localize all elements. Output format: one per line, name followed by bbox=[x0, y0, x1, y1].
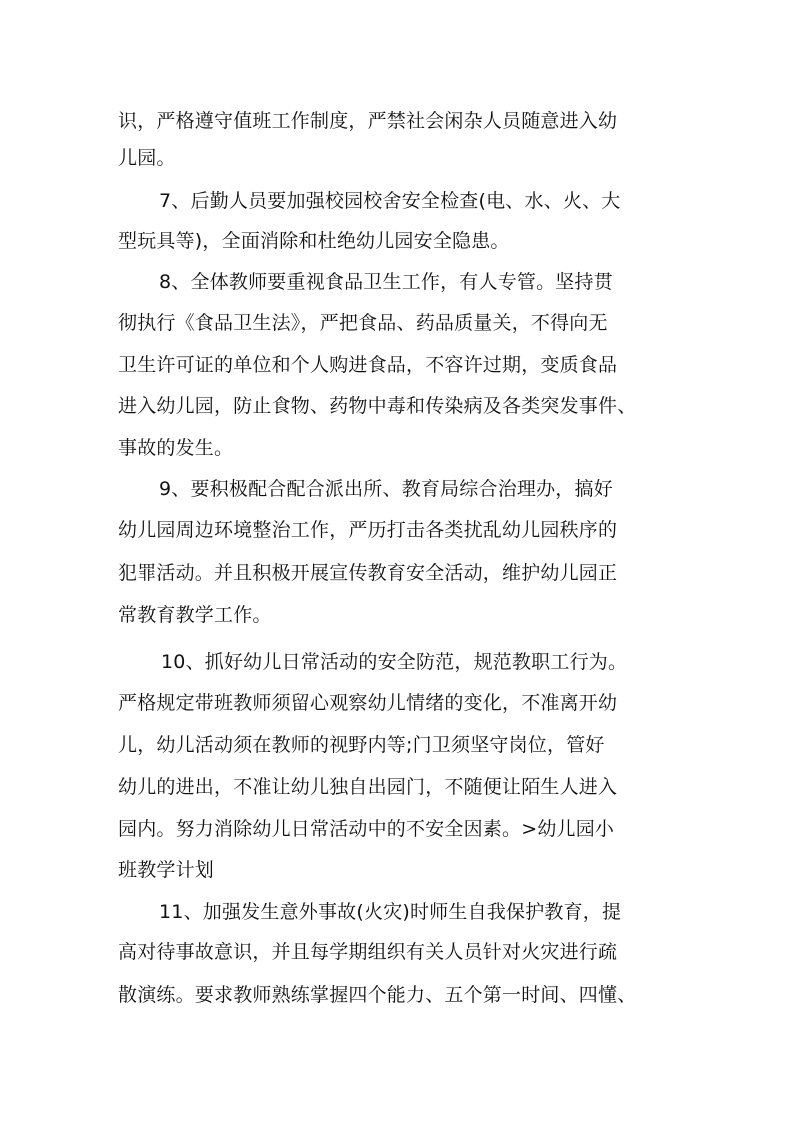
text-line: 彻执行《食品卫生法》，严把食品、药品质量关，不得向无 bbox=[118, 312, 608, 334]
paragraph-10-line: 10、抓好幼儿日常活动的安全防范，规范教职工行为。 bbox=[161, 651, 628, 673]
text-line: 事故的发生。 bbox=[118, 437, 234, 459]
text-line: 班教学计划 bbox=[118, 859, 215, 881]
paragraph-8-line: 8、全体教师要重视食品卫生工作，有人专管。坚持贯 bbox=[159, 271, 613, 293]
text-line: 高对待事故意识，并且每学期组织有关人员针对火灾进行疏 bbox=[118, 941, 618, 963]
text-line: 幼儿的进出，不准让幼儿独自出园门，不随便让陌生人进入 bbox=[118, 776, 618, 798]
text-line: 园内。努力消除幼儿日常活动中的不安全因素。>幼儿园小 bbox=[118, 818, 615, 840]
text-line: 散演练。要求教师熟练掌握四个能力、五个第一时间、四懂、 bbox=[118, 984, 637, 1006]
text-line: 型玩具等)，全面消除和杜绝幼儿园安全隐患。 bbox=[118, 230, 510, 252]
paragraph-7-line: 7、后勤人员要加强校园校舍安全检查(电、水、火、大 bbox=[159, 190, 621, 212]
text-line: 幼儿园周边环境整治工作，严历打击各类扰乱幼儿园秩序的 bbox=[118, 519, 618, 541]
paragraph-11-line: 11、加强发生意外事故(火灾)时师生自我保护教育，提 bbox=[159, 901, 622, 923]
text-line: 进入幼儿园，防止食物、药物中毒和传染病及各类突发事件、 bbox=[118, 395, 637, 417]
text-line: 卫生许可证的单位和个人购进食品，不容许过期，变质食品 bbox=[118, 354, 618, 376]
text-line: 儿，幼儿活动须在教师的视野内等;门卫须坚守岗位，管好 bbox=[118, 734, 605, 756]
text-line: 严格规定带班教师须留心观察幼儿情绪的变化，不准离开幼 bbox=[118, 692, 618, 714]
text-line: 识，严格遵守值班工作制度，严禁社会闲杂人员随意进入幼 bbox=[118, 110, 618, 132]
text-line: 犯罪活动。并且积极开展宣传教育安全活动，维护幼儿园正 bbox=[118, 562, 618, 584]
text-line: 常教育教学工作。 bbox=[118, 604, 272, 626]
text-line: 儿园。 bbox=[118, 147, 176, 169]
paragraph-9-line: 9、要积极配合配合派出所、教育局综合治理办，搞好 bbox=[159, 478, 613, 500]
